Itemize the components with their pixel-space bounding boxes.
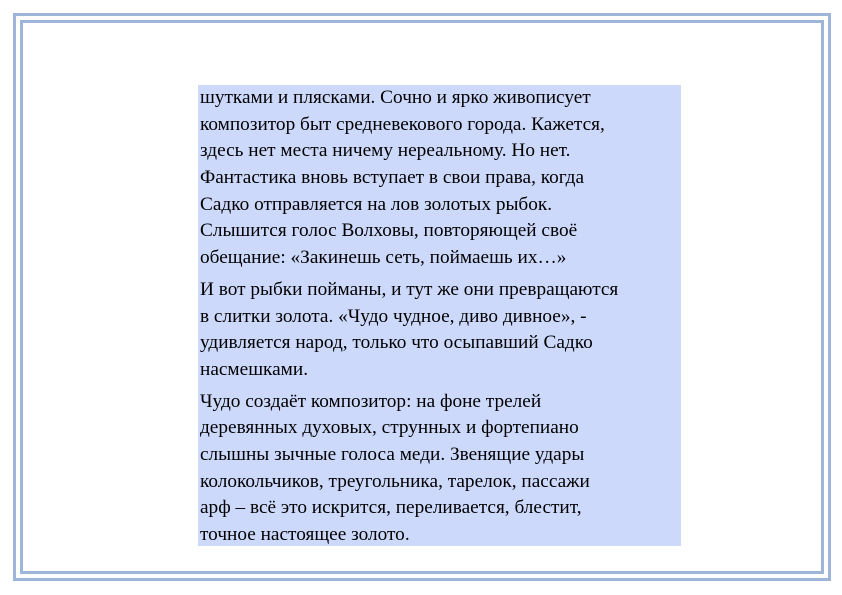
paragraph-2	[200, 277, 681, 384]
text-line: композитор быт средневекового города. Кажется,	[200, 113, 605, 135]
text-line: арф – всё это искрится, переливается, блестит,	[200, 497, 582, 519]
text-line: насмешками.	[200, 358, 309, 380]
text-line: удивляется народ, только что осыпавший Садко	[200, 332, 593, 354]
text-line: здесь нет места ничему нереальному. Но нет.	[200, 140, 571, 162]
text-line: колокольчиков, треугольника, тарелок, пассажи	[200, 470, 590, 492]
text-line: Фантастика вновь вступает в свои права, когда	[200, 167, 585, 189]
paragraph-1	[200, 85, 681, 272]
text-line: слышны зычные голоса меди. Звенящие удары	[200, 443, 585, 465]
text-line: Слышится голос Волховы, повторяющей своё	[200, 220, 578, 242]
text-line: И вот рыбки пойманы, и тут же они превращаются	[200, 278, 619, 300]
paragraph-3	[200, 389, 681, 549]
text-line: точное настоящее золото.	[200, 524, 410, 545]
text-box	[198, 85, 681, 546]
text-line: Чудо создаёт композитор: на фоне трелей	[200, 390, 542, 412]
text-line: в слитки золота. «Чудо чудное, диво дивное», -	[200, 305, 587, 327]
text-line: шутками и плясками. Сочно и ярко живописует	[200, 87, 591, 108]
text-line: деревянных духовых, струнных и фортепиано	[200, 417, 579, 439]
text-line: Садко отправляется на лов золотых рыбок.	[200, 193, 553, 215]
text-line: обещание: «Закинешь сеть, поймаешь их…»	[200, 247, 567, 269]
